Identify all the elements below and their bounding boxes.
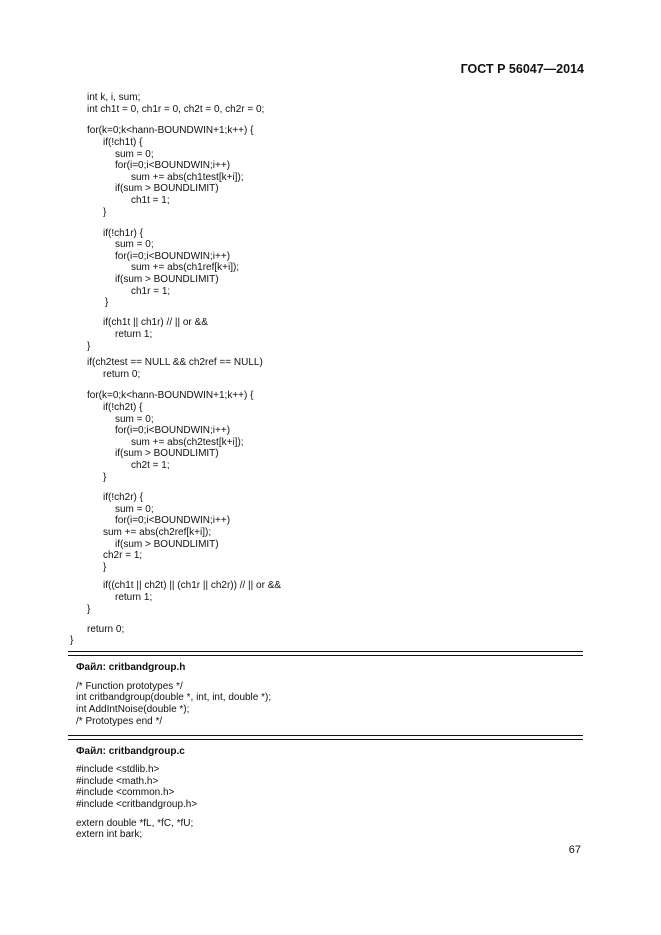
- document-header: ГОСТ Р 56047—2014: [460, 62, 584, 76]
- code-line: if(sum > BOUNDLIMIT): [115, 274, 219, 285]
- file-title-critbandgroup-c: Файл: critbandgroup.c: [76, 746, 185, 757]
- code-line: #include <math.h>: [76, 776, 159, 787]
- code-line: ch2r = 1;: [103, 550, 143, 561]
- code-line: for(i=0;i<BOUNDWIN;i++): [115, 425, 231, 436]
- code-line: ch1t = 1;: [131, 195, 170, 206]
- section-divider-bottom: [68, 655, 583, 656]
- code-line: }: [87, 604, 91, 615]
- code-line: extern int bark;: [76, 829, 143, 840]
- code-line: if(sum > BOUNDLIMIT): [115, 183, 219, 194]
- code-line: }: [103, 472, 107, 483]
- code-line: int critbandgroup(double *, int, int, double *);: [76, 692, 272, 703]
- section-divider-top: [68, 735, 583, 736]
- code-line: return 1;: [115, 329, 153, 340]
- code-line: ch1r = 1;: [131, 286, 171, 297]
- code-line: sum = 0;: [115, 239, 154, 250]
- code-line: return 1;: [115, 592, 153, 603]
- file-title-critbandgroup-h: Файл: critbandgroup.h: [76, 662, 186, 673]
- code-line: for(i=0;i<BOUNDWIN;i++): [115, 515, 231, 526]
- code-line: }: [105, 297, 109, 308]
- code-line: }: [103, 562, 107, 573]
- code-line: if(!ch1r) {: [103, 228, 144, 239]
- code-line: for(k=0;k<hann-BOUNDWIN+1;k++) {: [87, 390, 254, 401]
- code-line: for(k=0;k<hann-BOUNDWIN+1;k++) {: [87, 125, 254, 136]
- code-line: #include <common.h>: [76, 787, 175, 798]
- code-line: sum += abs(ch2test[k+i]);: [131, 437, 244, 448]
- code-line: }: [70, 635, 74, 646]
- section-divider-top: [68, 651, 583, 652]
- code-line: sum = 0;: [115, 149, 154, 160]
- page-number: 67: [568, 844, 581, 856]
- code-line: sum += abs(ch2ref[k+i]);: [103, 527, 212, 538]
- code-line: sum = 0;: [115, 414, 154, 425]
- code-line: /* Prototypes end */: [76, 716, 163, 727]
- code-line: if(!ch2r) {: [103, 492, 144, 503]
- code-line: sum = 0;: [115, 504, 154, 515]
- code-line: if(ch2test == NULL && ch2ref == NULL): [87, 357, 263, 368]
- code-line: return 0;: [103, 369, 141, 380]
- code-line: int k, i, sum;: [87, 92, 141, 103]
- code-line: if((ch1t || ch2t) || (ch1r || ch2r)) // || or &&: [103, 580, 282, 591]
- code-line: sum += abs(ch1ref[k+i]);: [131, 262, 240, 273]
- section-divider-bottom: [68, 739, 583, 740]
- code-line: #include <stdlib.h>: [76, 764, 160, 775]
- code-line: if(ch1t || ch1r) // || or &&: [103, 317, 208, 328]
- code-line: ch2t = 1;: [131, 460, 170, 471]
- code-line: int ch1t = 0, ch1r = 0, ch2t = 0, ch2r = 0;: [87, 104, 265, 115]
- code-line: #include <critbandgroup.h>: [76, 799, 198, 810]
- code-line: if(!ch2t) {: [103, 402, 143, 413]
- code-line: if(sum > BOUNDLIMIT): [115, 539, 219, 550]
- code-line: return 0;: [87, 624, 125, 635]
- code-line: int AddIntNoise(double *);: [76, 704, 190, 715]
- code-line: sum += abs(ch1test[k+i]);: [131, 172, 244, 183]
- code-line: if(!ch1t) {: [103, 137, 143, 148]
- code-line: extern double *fL, *fC, *fU;: [76, 818, 194, 829]
- code-line: }: [87, 341, 91, 352]
- code-line: if(sum > BOUNDLIMIT): [115, 448, 219, 459]
- code-line: /* Function prototypes */: [76, 681, 183, 692]
- code-line: }: [103, 207, 107, 218]
- code-line: for(i=0;i<BOUNDWIN;i++): [115, 251, 231, 262]
- code-line: for(i=0;i<BOUNDWIN;i++): [115, 160, 231, 171]
